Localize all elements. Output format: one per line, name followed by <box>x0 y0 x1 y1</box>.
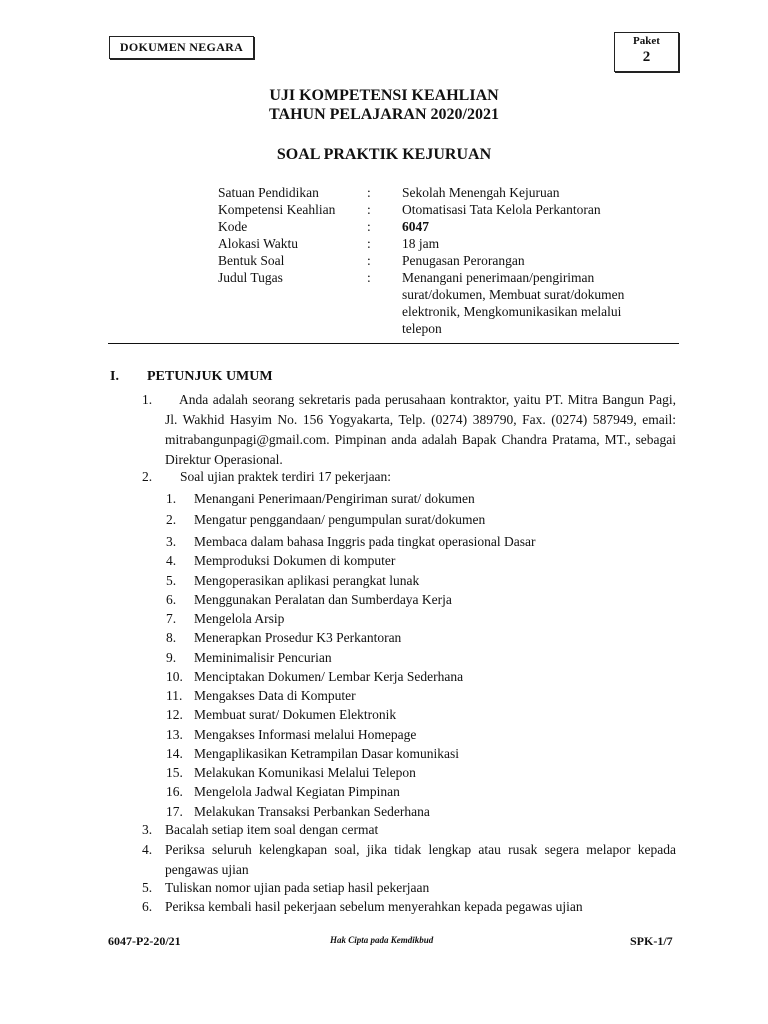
task-text: Membuat surat/ Dokumen Elektronik <box>194 707 397 722</box>
task-text: Mengatur penggandaan/ pengumpulan surat/dokumen <box>194 512 486 527</box>
info-value: Sekolah Menengah Kejuruan <box>402 185 560 200</box>
instruction-read-carefully: Bacalah setiap item soal dengan cermat <box>165 822 379 837</box>
info-colon: : <box>367 270 371 285</box>
info-value: Penugasan Perorangan <box>402 253 525 268</box>
task-text: Melakukan Transaksi Perbankan Sederhana <box>194 804 430 819</box>
task-number: 6. <box>166 592 177 607</box>
task-number: 17. <box>166 804 183 819</box>
info-row <box>218 235 678 252</box>
info-row <box>218 218 678 235</box>
task-text: Mengelola Jadwal Kegiatan Pimpinan <box>194 784 400 799</box>
task-text: Menangani Penerimaan/Pengiriman surat/ dokumen <box>194 491 475 506</box>
info-colon: : <box>367 185 371 200</box>
info-colon: : <box>367 219 371 234</box>
info-key: Kode <box>218 219 248 234</box>
task-text: Mengoperasikan aplikasi perangkat lunak <box>194 573 420 588</box>
info-row <box>218 269 678 336</box>
instruction-number: 4. <box>142 842 153 857</box>
footer-copyright: Hak Cipta pada Kemdikbud <box>330 935 434 945</box>
info-value: 18 jam <box>402 236 440 251</box>
task-number: 9. <box>166 650 177 665</box>
info-row <box>218 252 678 269</box>
info-key: Alokasi Waktu <box>218 236 299 251</box>
info-key: Satuan Pendidikan <box>218 185 319 200</box>
task-number: 10. <box>166 669 183 684</box>
footer-document-code: 6047-P2-20/21 <box>108 934 181 948</box>
task-text: Menerapkan Prosedur K3 Perkantoran <box>194 630 402 645</box>
info-row <box>218 201 678 218</box>
info-key: Judul Tugas <box>218 270 283 285</box>
info-key: Bentuk Soal <box>218 253 285 268</box>
task-number: 7. <box>166 611 177 626</box>
document-classification-label: DOKUMEN NEGARA <box>109 36 254 59</box>
task-text: Menggunakan Peralatan dan Sumberdaya Kerja <box>194 592 452 607</box>
instruction-number: 6. <box>142 899 153 914</box>
task-text: Mengaplikasikan Ketrampilan Dasar komunikasi <box>194 746 460 761</box>
task-number: 13. <box>166 727 183 742</box>
task-text: Melakukan Komunikasi Melalui Telepon <box>194 765 416 780</box>
paket-label: Paket <box>633 35 660 47</box>
task-text: Membaca dalam bahasa Inggris pada tingkat operasional Dasar <box>194 534 536 549</box>
instruction-recheck-work: Periksa kembali hasil pekerjaan sebelum menyerahkan kepada pegawas ujian <box>165 899 583 914</box>
instruction-number: 3. <box>142 822 153 837</box>
academic-year-title: TAHUN PELAJARAN 2020/2021 <box>269 106 499 123</box>
instruction-number: 5. <box>142 880 153 895</box>
task-text: Meminimalisir Pencurian <box>194 650 332 665</box>
task-text: Memproduksi Dokumen di komputer <box>194 553 396 568</box>
instruction-write-exam-number: Tuliskan nomor ujian pada setiap hasil pekerjaan <box>165 880 430 895</box>
task-text: Mengakses Data di Komputer <box>194 688 356 703</box>
task-text: Mengelola Arsip <box>194 611 285 626</box>
footer-page-number: SPK-1/7 <box>630 934 673 948</box>
info-value-code: 6047 <box>402 219 429 234</box>
info-key: Kompetensi Keahlian <box>218 202 336 217</box>
task-number: 3. <box>166 534 177 549</box>
task-number: 16. <box>166 784 183 799</box>
paket-box <box>614 32 679 72</box>
info-colon: : <box>367 236 371 251</box>
task-number: 12. <box>166 707 183 722</box>
task-number: 14. <box>166 746 183 761</box>
task-number: 4. <box>166 553 177 568</box>
section-title: PETUNJUK UMUM <box>147 369 273 384</box>
task-number: 15. <box>166 765 183 780</box>
info-value: Otomatisasi Tata Kelola Perkantoran <box>402 202 601 217</box>
info-colon: : <box>367 253 371 268</box>
task-number: 11. <box>166 688 183 703</box>
task-number: 8. <box>166 630 177 645</box>
task-number: 5. <box>166 573 177 588</box>
instruction-company-context: Anda adalah seorang sekretaris pada perusahaan kontraktor, yaitu PT. Mitra Bangun Pagi, Jl. Wakhid Hasyim No. 156 Yogyakarta, Telp. (0274) 389790, Fax. (0274) 587949, email: mitrabangunpagi@gmail.com. Pimpinan anda adalah Bapak Chandra Pratama, MT., sebagai Direktur Operasional. <box>165 392 676 467</box>
info-row <box>218 184 678 201</box>
task-number: 1. <box>166 491 177 506</box>
section-number: I. <box>110 369 119 384</box>
practice-exam-title: SOAL PRAKTIK KEJURUAN <box>276 146 492 163</box>
instruction-task-count: Soal ujian praktek terdiri 17 pekerjaan: <box>180 469 392 484</box>
instruction-check-completeness: Periksa seluruh kelengkapan soal, jika tidak lengkap atau rusak segera melapor kepada pengawas ujian <box>165 842 676 877</box>
info-value-task-title: Menangani penerimaan/pengiriman surat/dokumen, Membuat surat/dokumen elektronik, Mengkomunikasikan melalui telepon <box>402 270 625 336</box>
info-colon: : <box>367 202 371 217</box>
task-text: Menciptakan Dokumen/ Lembar Kerja Sederhana <box>194 669 464 684</box>
exam-title: UJI KOMPETENSI KEAHLIAN <box>269 87 499 104</box>
paket-number: 2 <box>642 49 651 65</box>
section-divider <box>108 343 679 344</box>
instruction-number: 1. <box>142 392 153 407</box>
task-text: Mengakses Informasi melalui Homepage <box>194 727 417 742</box>
task-number: 2. <box>166 512 177 527</box>
instruction-number: 2. <box>142 469 153 484</box>
